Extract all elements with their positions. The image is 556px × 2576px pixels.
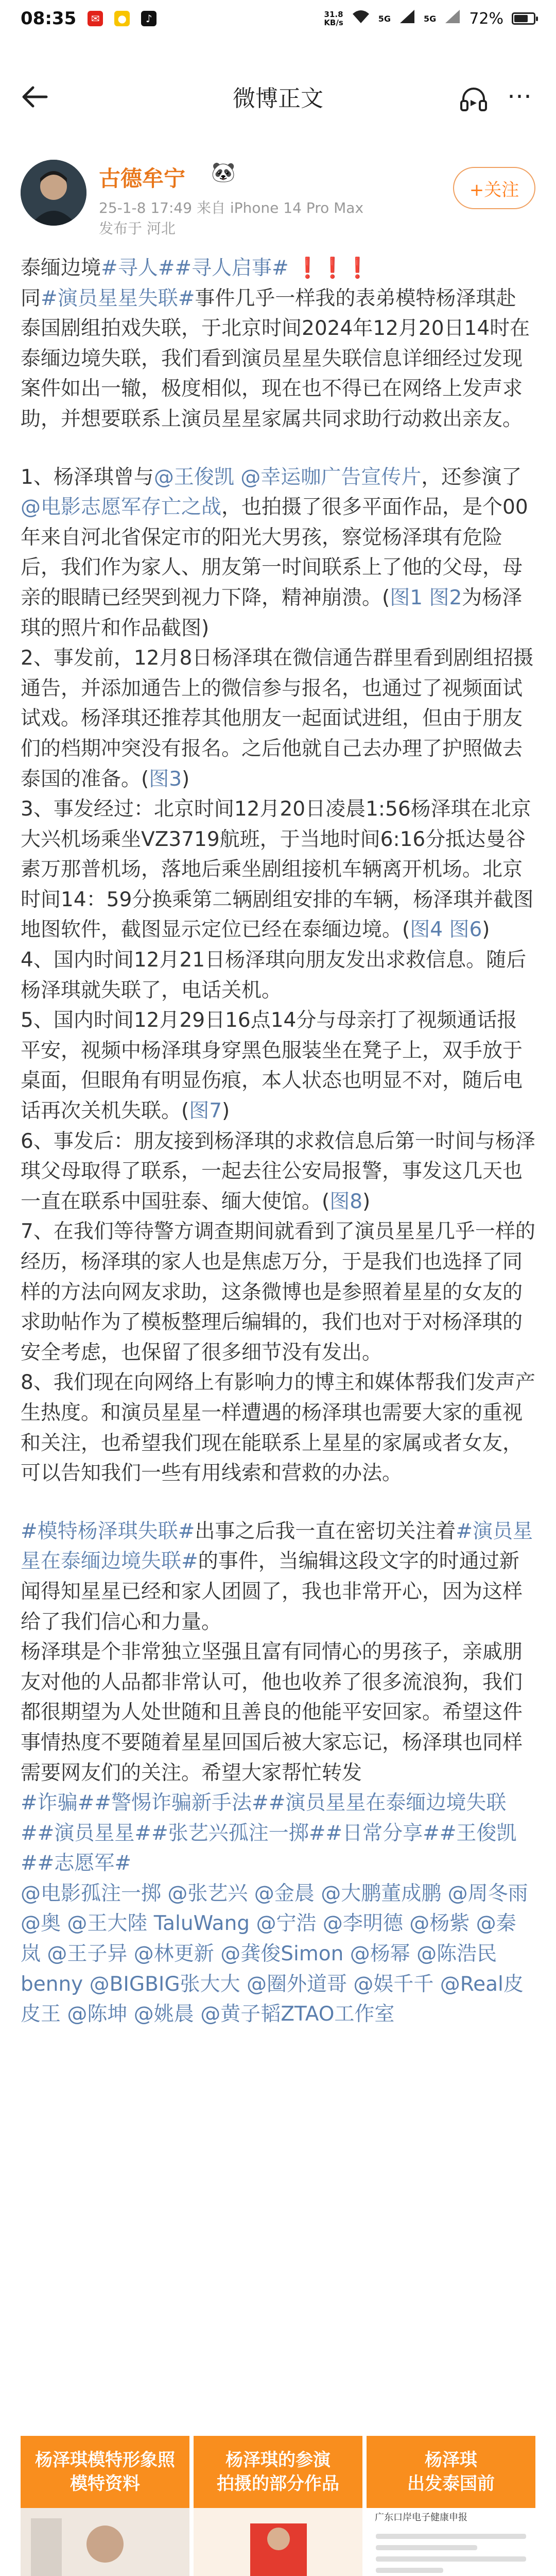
image-ref-link[interactable]: 图2 xyxy=(429,586,462,609)
post-paragraph-7: 7、在我们等待警方调查期间就看到了演员星星几乎一样的经历，杨泽琪的家人也是焦虑万分，于是我们也选择了同样的方法向网友求助，这条微博也是参照着星星的女友的求助帖作为了模板整理后编辑的，我们也对于对杨泽琪的安全考虑，也保留了很多细节没有发出。 xyxy=(21,1220,535,1364)
mention-list[interactable]: @电影孤注一掷 @张艺兴 @金晨 @大鹏董成鹏 @周冬雨 @奥 @王大陸 TaluWang @宁浩 @李明德 @杨紫 @秦岚 @王子异 @林更新 @龚俊Simon @杨幂 @陈浩民benny @BIGBIG张大大 @圈外道哥 @娱千千 @Real皮皮王 @陈坤 @姚晨 @黄子韬ZTAO工作室 xyxy=(21,1882,528,2026)
hashtag-link[interactable]: #寻人##寻人启事# xyxy=(101,257,289,280)
net-speed: 31.8 KB/s xyxy=(324,10,343,27)
signal-icon-1 xyxy=(399,9,415,28)
status-time: 08:35 xyxy=(21,8,77,29)
author-block xyxy=(21,156,535,237)
tile-caption: 杨泽琪的参演 拍摄的部分作品 xyxy=(194,2436,362,2508)
image-ref-link[interactable]: 图4 xyxy=(410,918,443,942)
image-grid xyxy=(21,2436,535,2576)
status-right xyxy=(324,9,535,28)
image-tile-1[interactable] xyxy=(21,2436,189,2576)
page-title: 微博正文 xyxy=(233,86,323,112)
notification-app-icon: ● xyxy=(114,11,130,26)
image-tile-3[interactable]: 杨泽琪 出发泰国前 广东口岸电子健康申报 xyxy=(367,2436,535,2576)
mention-link[interactable]: @电影志愿军存亡之战 xyxy=(21,496,222,519)
tile-caption: 杨泽琪 出发泰国前 xyxy=(367,2436,535,2508)
more-options-icon[interactable]: ⋯ xyxy=(507,81,533,110)
weibo-app-icon: ✉ xyxy=(88,11,103,26)
mention-link[interactable]: @王俊凯 xyxy=(153,465,234,489)
image-ref-link[interactable]: 图6 xyxy=(449,918,482,942)
post-paragraph-intro: 泰缅边境#寻人##寻人启事# ❗❗❗ 同#演员星星失联#事件几乎一样我的表弟模特杨泽琪赴泰国剧组拍戏失联，于北京时间2024年12月20日14时在泰缅边境失联，我们看到演员星星失联信息详细经过发现案件如出一辙，极度相似，现在也不得已在网络上发声求助，并想要联系上演员星星家属共同求助行动救出亲友。 xyxy=(21,257,530,431)
hashtag-list[interactable]: #诈骗##警惕诈骗新手法##演员星星在泰缅边境失联##演员星星##张艺兴孤注一掷##日常分享##王俊凯##志愿军# xyxy=(21,1791,517,1875)
post-paragraph-5: 5、国内时间12月29日16点14分与母亲打了视频通话报平安，视频中杨泽琪身穿黑色服装坐在凳子上，双手放于桌面，但眼角有明显伤痕，本人状态也明显不对，随后电话再次关机失联。(图7) xyxy=(21,1009,523,1123)
battery-icon xyxy=(512,12,535,25)
post-paragraph-8: 8、我们现在向网络上有影响力的博主和媒体帮我们发声产生热度。和演员星星一样遭遇的杨泽琪也需要大家的重视和关注，也希望我们现在能联系上星星的家属或者女友，可以告知我们一些有用线索和营救的办法。 xyxy=(21,1371,535,1485)
signal-label-1: 5G xyxy=(378,13,391,24)
back-arrow-icon[interactable] xyxy=(21,82,51,113)
top-nav xyxy=(0,68,556,125)
vip-badge-icon: 🐼 xyxy=(211,161,236,183)
mention-link[interactable]: @幸运咖广告宣传片 xyxy=(240,465,422,489)
tile-caption: 杨泽琪模特形象照 模特资料 xyxy=(21,2436,189,2508)
image-ref-link[interactable]: 图8 xyxy=(329,1190,363,1213)
image-tile-2[interactable] xyxy=(194,2436,362,2576)
avatar[interactable] xyxy=(21,160,86,226)
status-bar xyxy=(0,0,556,37)
image-ref-link[interactable]: 图7 xyxy=(189,1099,222,1123)
post-paragraph-1: 1、杨泽琪曾与@王俊凯 @幸运咖广告宣传片，还参演了@电影志愿军存亡之战，也拍摄了很多平面作品，是个00年来自河北省保定市的阳光大男孩，察觉杨泽琪有危险后，我们作为家人、朋友第一时间联系上了他的父母，母亲的眼睛已经哭到视力下降，精神崩溃。(图1 图2为杨泽琪的照片和作品截图) xyxy=(21,465,528,640)
post-paragraph-4: 4、国内时间12月21日杨泽琪向朋友发出求救信息。随后杨泽琪就失联了，电话关机。 xyxy=(21,948,527,1002)
signal-label-2: 5G xyxy=(424,13,437,24)
post-meta: 25-1-8 17:49 来自 iPhone 14 Pro Max xyxy=(99,199,364,216)
listen-headphones-icon[interactable] xyxy=(458,84,489,113)
author-name[interactable]: 古德牟宁 xyxy=(99,166,186,191)
post-paragraph-2: 2、事发前，12月8日杨泽琪在微信通告群里看到剧组招摄通告，并添加通告上的微信参与报名，也通过了视频面试试戏。杨泽琪还推荐其他朋友一起面试进组，但由于朋友们的档期冲突没有报名。之后他就自己去办理了护照做去泰国的准备。(图3) xyxy=(21,647,534,791)
image-ref-link[interactable]: 图3 xyxy=(149,767,182,791)
status-left xyxy=(21,8,157,29)
battery-level xyxy=(514,15,528,22)
follow-button[interactable]: +关注 xyxy=(453,167,535,209)
post-paragraph-9: #模特杨泽琪失联#出事之后我一直在密切关注着#演员星星在泰缅边境失联#的事件，当编辑这段文字的时通过新闻得知星星已经和家人团圆了，我也非常开心，因为这样给了我们信心和力量。 xyxy=(21,1519,533,1634)
hashtag-link[interactable]: #演员星星在泰缅边境失联# xyxy=(21,1519,533,1573)
hashtag-link[interactable]: #演员星星失联# xyxy=(41,286,195,310)
battery-percent: 72% xyxy=(469,9,503,28)
hashtag-link[interactable]: #模特杨泽琪失联# xyxy=(21,1519,195,1543)
post-body xyxy=(21,253,535,2030)
tiktok-app-icon: ♪ xyxy=(141,11,157,26)
post-location: 发布于 河北 xyxy=(99,220,176,237)
post-paragraph-10: 杨泽琪是个非常独立坚强且富有同情心的男孩子，亲戚朋友对他的人品都非常认可，他也收养了很多流浪狗，我们都很期望为人处世随和且善良的他能平安回家。希望这件事情热度不要随着星星回国后被大家忘记，杨泽琪也同样需要网友们的关注。希望大家帮忙转发 xyxy=(21,1640,523,1785)
wifi-icon xyxy=(352,9,370,28)
image-ref-link[interactable]: 图1 xyxy=(390,586,423,609)
signal-icon-2 xyxy=(444,9,461,28)
post-paragraph-3: 3、事发经过：北京时间12月20日凌晨1:56杨泽琪在北京大兴机场乘坐VZ3719航班，于当地时间6:16分抵达曼谷素万那普机场，落地后乘坐剧组接机车辆离开机场。北京时间14：59分换乘第二辆剧组安排的车辆，杨泽琪并截图地图软件，截图显示定位已经在泰缅边境。(图4 图6) xyxy=(21,798,534,942)
post-paragraph-6: 6、事发后：朋友接到杨泽琪的求救信息后第一时间与杨泽琪父母取得了联系，一起去往公安局报警，事发这几天也一直在联系中国驻泰、缅大使馆。(图8) xyxy=(21,1129,535,1213)
